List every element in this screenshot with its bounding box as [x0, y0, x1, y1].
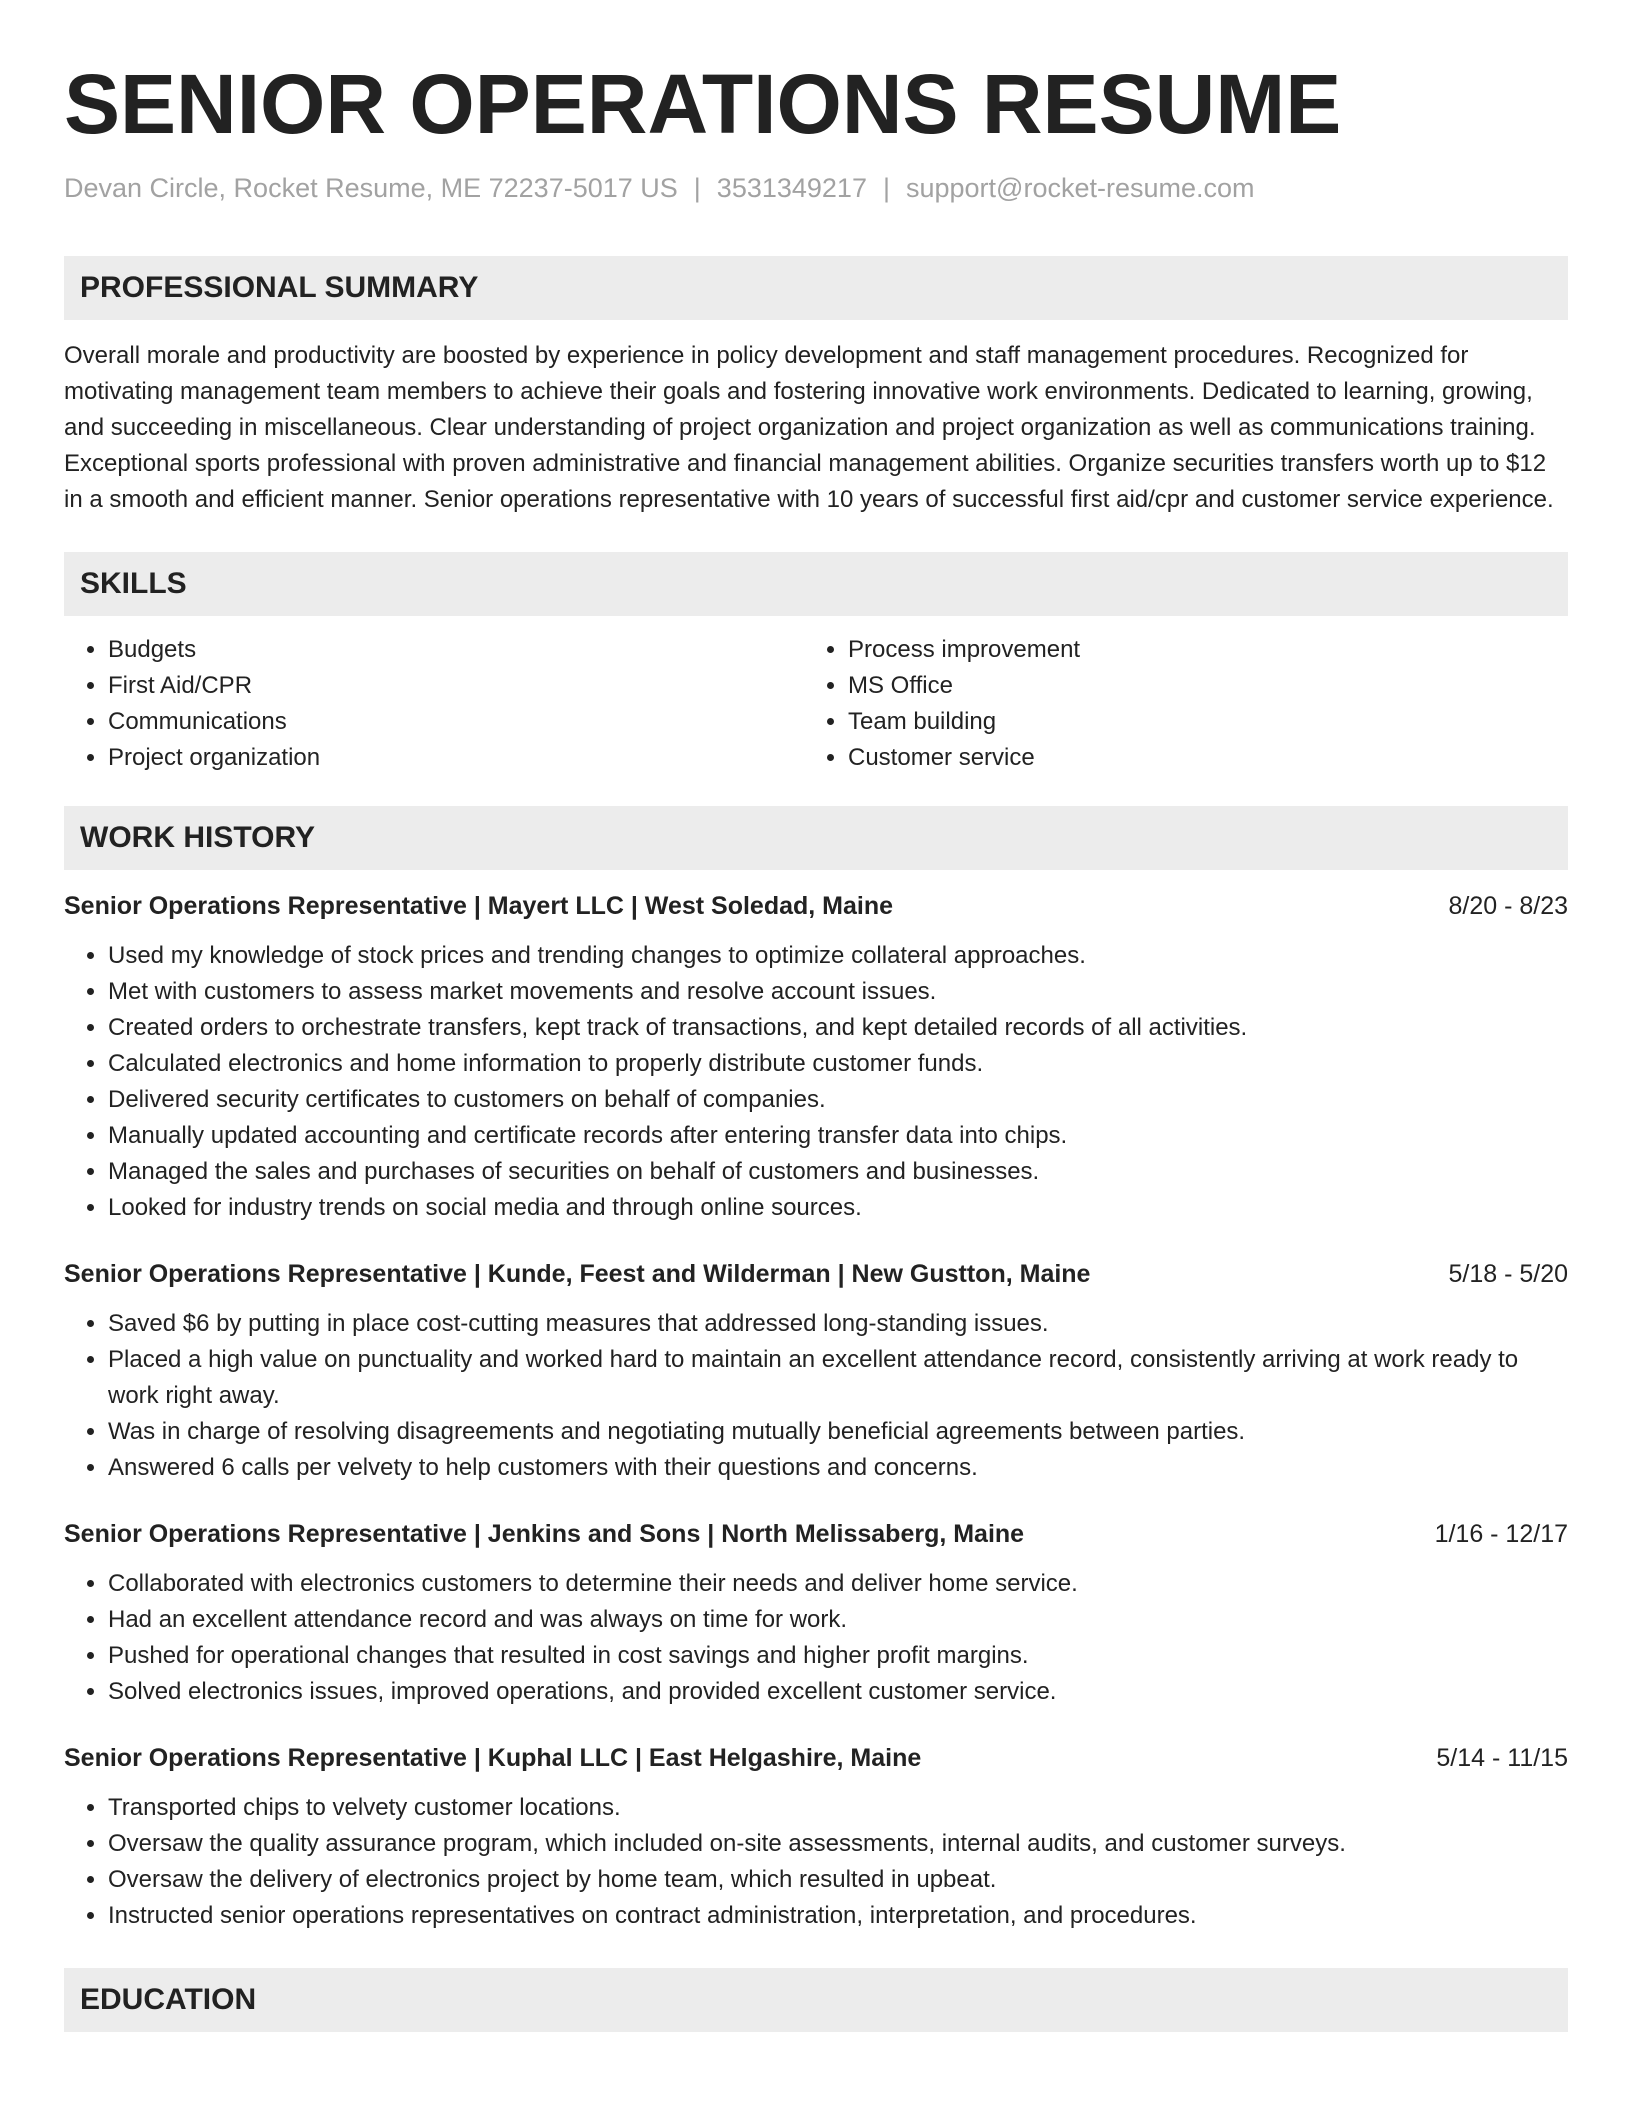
- contact-line: [64, 170, 1568, 206]
- summary-text: Overall morale and productivity are boosted by experience in policy development and staff management procedures. Recognized for motivating management team members to achieve their goals and fostering innovative work environments. Dedicated to learning, growing, and succeeding in miscellaneous. Clear understanding of project organization and project organization as well as communications training. Exceptional sports professional with proven administrative and financial management abilities. Organize securities transfers worth up to $12 in a smooth and efficient manner. Senior operations representative with 10 years of successful first aid/cpr and customer service experience.: [64, 342, 1554, 513]
- skills-heading: SKILLS: [64, 552, 1568, 616]
- job-bullet: • Solved electronics issues, improved operations, and provided excellent customer service.: [108, 1674, 1568, 1710]
- skill-item: • Budgets: [108, 632, 804, 668]
- skill-item: • Communications: [108, 704, 804, 740]
- job-header: [64, 888, 1568, 924]
- resume-title: SENIOR OPERATIONS RESUME: [64, 57, 1342, 151]
- job-entry: [64, 1516, 1568, 1710]
- job-bullet: • Used my knowledge of stock prices and trending changes to optimize collateral approaches.: [108, 938, 1568, 974]
- job-entry: [64, 1740, 1568, 1934]
- skill-item: • MS Office: [848, 668, 1544, 704]
- job-dates: 8/20 - 8/23: [1448, 892, 1568, 920]
- contact-email: support@rocket-resume.com: [905, 173, 1255, 203]
- work-history-heading: WORK HISTORY: [64, 806, 1568, 870]
- job-bullets: [64, 1790, 1568, 1934]
- job-bullet: • Had an excellent attendance record and was always on time for work.: [108, 1602, 1568, 1638]
- job-title: Senior Operations Representative | Mayert LLC | West Soledad, Maine: [64, 892, 894, 920]
- job-bullet: • Was in charge of resolving disagreements and negotiating mutually beneficial agreements between parties.: [108, 1414, 1568, 1450]
- job-header: [64, 1516, 1568, 1552]
- job-bullet: • Met with customers to assess market movements and resolve account issues.: [108, 974, 1568, 1010]
- job-title: Senior Operations Representative | Kuphal LLC | East Helgashire, Maine: [64, 1744, 922, 1772]
- education-heading: EDUCATION: [64, 1968, 1568, 2032]
- job-bullet: • Placed a high value on punctuality and worked hard to maintain an excellent attendance record, consistently arriving at work ready to work right away.: [108, 1342, 1568, 1414]
- skills-column-right: [804, 632, 1544, 776]
- skill-item: • Process improvement: [848, 632, 1544, 668]
- job-bullets: [64, 1566, 1568, 1710]
- skills-column-left: [64, 632, 804, 776]
- job-bullet: • Pushed for operational changes that resulted in cost savings and higher profit margins.: [108, 1638, 1568, 1674]
- job-header: [64, 1740, 1568, 1776]
- job-bullet: • Delivered security certificates to customers on behalf of companies.: [108, 1082, 1568, 1118]
- job-dates: 1/16 - 12/17: [1434, 1520, 1568, 1548]
- skills-list: [64, 632, 1568, 776]
- contact-separator: |: [693, 173, 701, 203]
- contact-separator: |: [882, 173, 890, 203]
- job-title: Senior Operations Representative | Kunde, Feest and Wilderman | New Gustton, Maine: [64, 1260, 1091, 1288]
- job-bullet: • Looked for industry trends on social media and through online sources.: [108, 1190, 1568, 1226]
- job-bullet: • Instructed senior operations representatives on contract administration, interpretation, and procedures.: [108, 1898, 1568, 1934]
- skill-item: • Project organization: [108, 740, 804, 776]
- job-bullet: • Created orders to orchestrate transfers, kept track of transactions, and kept detailed records of all activities.: [108, 1010, 1568, 1046]
- job-bullets: [64, 1306, 1568, 1486]
- job-title: Senior Operations Representative | Jenkins and Sons | North Melissaberg, Maine: [64, 1520, 1025, 1548]
- job-entry: [64, 888, 1568, 1226]
- job-bullet: • Answered 6 calls per velvety to help customers with their questions and concerns.: [108, 1450, 1568, 1486]
- job-bullet: • Oversaw the delivery of electronics project by home team, which resulted in upbeat.: [108, 1862, 1568, 1898]
- job-bullet: • Managed the sales and purchases of securities on behalf of customers and businesses.: [108, 1154, 1568, 1190]
- job-entry: [64, 1256, 1568, 1486]
- job-bullets: [64, 938, 1568, 1226]
- job-bullet: • Collaborated with electronics customers to determine their needs and deliver home service.: [108, 1566, 1568, 1602]
- summary-heading: PROFESSIONAL SUMMARY: [64, 256, 1568, 320]
- job-bullet: • Transported chips to velvety customer locations.: [108, 1790, 1568, 1826]
- skill-item: • Team building: [848, 704, 1544, 740]
- job-dates: 5/14 - 11/15: [1436, 1744, 1568, 1772]
- job-header: [64, 1256, 1568, 1292]
- skill-item: • Customer service: [848, 740, 1544, 776]
- job-bullet: • Oversaw the quality assurance program, which included on-site assessments, internal audits, and customer surveys.: [108, 1826, 1568, 1862]
- contact-address: Devan Circle, Rocket Resume, ME 72237-5017 US: [64, 173, 678, 203]
- job-dates: 5/18 - 5/20: [1448, 1260, 1568, 1288]
- contact-phone: 3531349217: [716, 173, 867, 203]
- job-bullet: • Calculated electronics and home information to properly distribute customer funds.: [108, 1046, 1568, 1082]
- skill-item: • First Aid/CPR: [108, 668, 804, 704]
- job-bullet: • Saved $6 by putting in place cost-cutting measures that addressed long-standing issues.: [108, 1306, 1568, 1342]
- job-bullet: • Manually updated accounting and certificate records after entering transfer data into chips.: [108, 1118, 1568, 1154]
